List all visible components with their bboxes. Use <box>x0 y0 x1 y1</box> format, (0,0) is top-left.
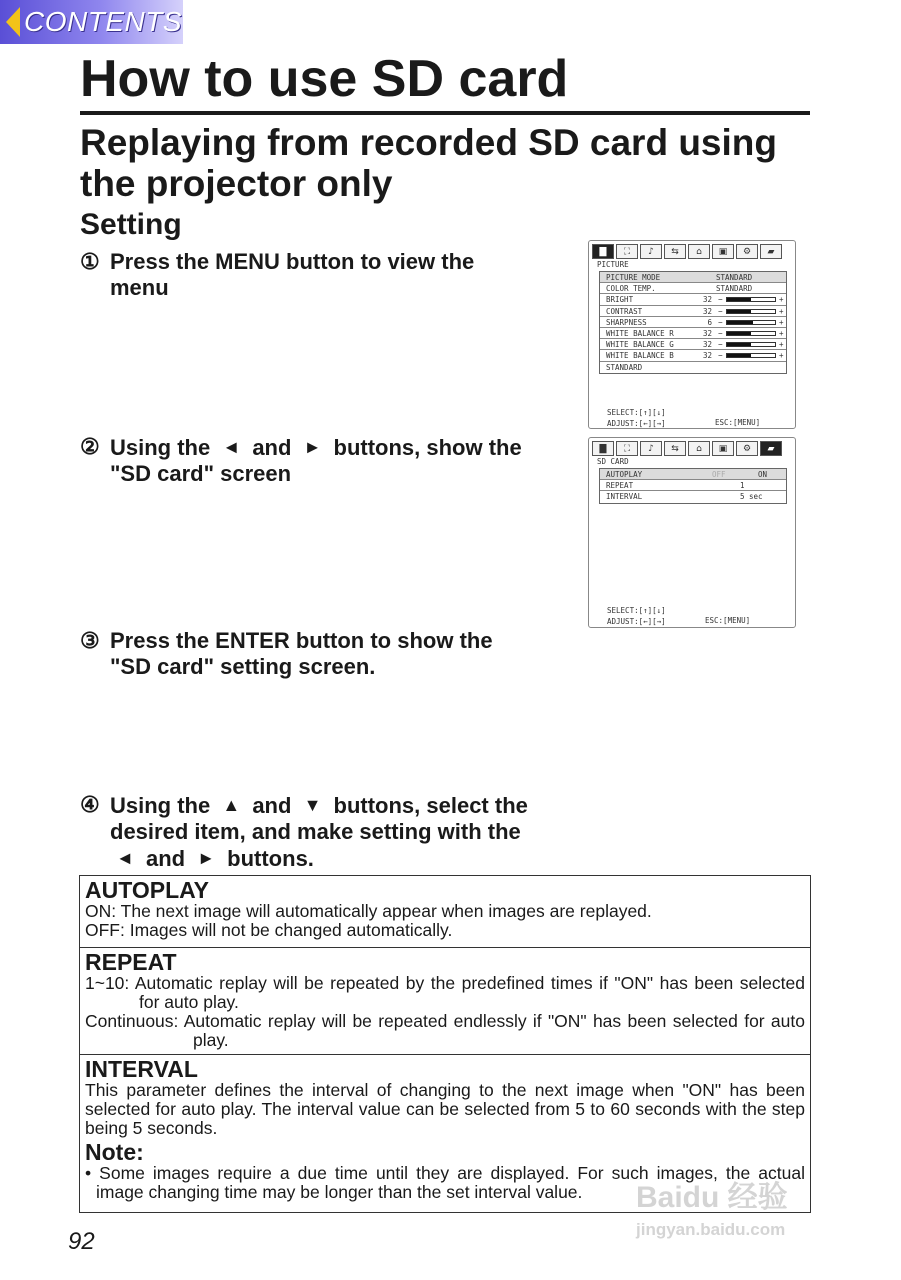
setting-row <box>600 283 786 294</box>
step-text: buttons, select the <box>333 793 528 818</box>
image-tab-icon: ⛶ <box>616 441 638 456</box>
setting-number: 32 <box>702 351 712 361</box>
step-1-line-2: menu <box>110 275 169 300</box>
watermark-line-2: jingyan.baidu.com <box>636 1220 786 1239</box>
step-number: ④ <box>80 792 100 817</box>
setting-number: 32 <box>702 340 712 350</box>
setting-row <box>600 469 786 480</box>
setting-value: STANDARD <box>716 284 753 294</box>
step-text: Using the <box>110 793 211 818</box>
setting-label: CONTRAST <box>606 306 643 316</box>
up-arrow-icon: ▲ <box>222 795 241 815</box>
contents-label: CONTENTS <box>24 6 182 37</box>
watermark <box>636 1172 861 1240</box>
level-bar <box>726 297 776 302</box>
level-fill <box>727 321 753 324</box>
setting-row <box>600 306 786 317</box>
setting-row <box>600 272 786 283</box>
plus-icon: + <box>779 328 784 338</box>
step-text: buttons. <box>227 846 314 871</box>
minus-icon: − <box>718 328 723 338</box>
screen-tab-icon: ▣ <box>712 244 734 259</box>
watermark-line-1: Baidu 经验 <box>636 1181 788 1214</box>
setting-number: 32 <box>702 295 712 305</box>
interval-text: This parameter defines the interval of changing to the next image when "ON" has been selected for auto play. The interval value can be selected from 5 to 60 seconds with the step being 5 seconds. <box>85 1080 805 1138</box>
setting-option-on: ON <box>758 470 768 479</box>
setting-label: SHARPNESS <box>606 317 647 327</box>
plus-icon: + <box>779 317 784 327</box>
right-arrow-icon: ► <box>303 437 322 457</box>
right-arrow-icon: ► <box>197 848 216 868</box>
esc-hint: ESC:[MENU] <box>715 418 761 427</box>
left-arrow-icon: ◄ <box>116 848 134 868</box>
step-text: and <box>252 435 292 460</box>
step-1 <box>80 249 570 301</box>
step-number: ③ <box>80 628 100 653</box>
interval-heading: INTERVAL <box>85 1056 198 1082</box>
setting-number: 6 <box>707 317 712 327</box>
screen-title: PICTURE <box>597 260 629 269</box>
step-1-line-1: Press the MENU button to view the <box>110 249 475 274</box>
subtitle-line-2: the projector only <box>80 163 393 205</box>
step-text: and <box>145 846 186 871</box>
level-bar <box>726 320 776 325</box>
setting-option-off: OFF <box>712 470 726 479</box>
settings-description-box <box>79 875 811 1213</box>
repeat-item-2: Continuous: Automatic replay will be repeated endlessly if "ON" has been selected for auto play. <box>85 1011 805 1050</box>
sd-card-tab-icon: ▰ <box>760 244 782 259</box>
step-3 <box>80 628 570 680</box>
menu-tabs <box>592 244 782 260</box>
minus-icon: − <box>718 295 723 305</box>
level-bar <box>726 331 776 336</box>
picture-tab-icon: ▇ <box>592 244 614 259</box>
step-3-line-1: Press the ENTER button to show the <box>110 628 493 653</box>
setting-label: AUTOPLAY <box>606 470 643 479</box>
plus-icon: + <box>779 340 784 350</box>
sd-card-tab-icon: ▰ <box>760 441 782 456</box>
screen-title: SD CARD <box>597 457 629 466</box>
option-tab-icon: ⚙ <box>736 244 758 259</box>
step-4-line-2: desired item, and make setting with the <box>110 819 521 844</box>
contents-button[interactable] <box>0 0 183 44</box>
step-2-line-2: "SD card" screen <box>110 461 292 486</box>
setting-label: WHITE BALANCE R <box>606 328 674 338</box>
picture-tab-icon: ▇ <box>592 441 614 456</box>
plus-icon: + <box>779 306 784 316</box>
screen-tab-icon: ▣ <box>712 441 734 456</box>
page-title: How to use SD card <box>80 52 810 115</box>
minus-icon: − <box>718 340 723 350</box>
minus-icon: − <box>718 317 723 327</box>
level-fill <box>727 332 751 335</box>
esc-hint: ESC:[MENU] <box>705 616 751 625</box>
setting-value: STANDARD <box>716 273 753 282</box>
level-fill <box>727 343 751 346</box>
autoplay-section <box>80 876 810 940</box>
setting-row <box>600 480 786 491</box>
setting-row <box>600 328 786 339</box>
picture-settings-table <box>599 271 787 374</box>
step-4 <box>80 792 570 872</box>
option-tab-icon: ⚙ <box>736 441 758 456</box>
back-arrow-icon <box>6 7 20 37</box>
level-bar <box>726 342 776 347</box>
autoplay-heading: AUTOPLAY <box>85 877 209 903</box>
sd-settings-table <box>599 468 787 504</box>
down-arrow-icon: ▼ <box>303 795 322 815</box>
menu-tabs <box>592 441 782 457</box>
minus-icon: − <box>718 351 723 361</box>
repeat-heading: REPEAT <box>85 949 177 975</box>
note-heading: Note: <box>85 1139 144 1165</box>
plus-icon: + <box>779 351 784 361</box>
page-number: 92 <box>68 1228 95 1255</box>
setting-label: WHITE BALANCE B <box>606 351 674 361</box>
adjust-hint: ADJUST:[←][→] <box>607 419 666 428</box>
setting-number: 32 <box>702 328 712 338</box>
repeat-item-1: 1~10: Automatic replay will be repeated by the predefined times if "ON" has been selected for auto play. <box>85 973 805 1012</box>
picture-menu-screen <box>588 240 796 429</box>
audio-tab-icon: ♪ <box>640 441 662 456</box>
setting-row <box>600 317 786 328</box>
audio-tab-icon: ♪ <box>640 244 662 259</box>
level-fill <box>727 298 751 301</box>
note-bullet: • Some images require a due time until they are displayed. For such images, the actual image changing time may be longer than the set interval value. <box>85 1163 805 1202</box>
input-tab-icon: ⇆ <box>664 441 686 456</box>
plus-icon: + <box>779 295 784 305</box>
setting-row <box>600 339 786 350</box>
setup-tab-icon: ⌂ <box>688 441 710 456</box>
level-fill <box>727 310 751 313</box>
select-hint: SELECT:[↑][↓] <box>607 408 666 417</box>
setting-row <box>600 491 786 502</box>
subtitle-line-1: Replaying from recorded SD card using <box>80 122 777 163</box>
setting-row <box>600 362 786 373</box>
select-hint: SELECT:[↑][↓] <box>607 606 666 615</box>
step-number: ① <box>80 249 100 274</box>
level-bar <box>726 353 776 358</box>
setting-label: PICTURE MODE <box>606 273 661 282</box>
setting-heading: Setting <box>80 208 182 241</box>
section-subtitle <box>80 122 820 205</box>
minus-icon: − <box>718 306 723 316</box>
step-2 <box>80 434 570 487</box>
adjust-hint: ADJUST:[←][→] <box>607 617 666 626</box>
step-number: ② <box>80 434 100 459</box>
step-text: Using the <box>110 435 211 460</box>
setting-label: INTERVAL <box>606 492 643 502</box>
image-tab-icon: ⛶ <box>616 244 638 259</box>
step-3-line-2: "SD card" setting screen. <box>110 654 376 679</box>
step-text: buttons, show the <box>333 435 522 460</box>
setting-number: 32 <box>702 306 712 316</box>
setting-row <box>600 294 786 305</box>
setup-tab-icon: ⌂ <box>688 244 710 259</box>
setting-value: 1 <box>740 481 745 491</box>
level-bar <box>726 309 776 314</box>
setting-value: 5 sec <box>740 492 763 502</box>
left-arrow-icon: ◄ <box>222 437 241 457</box>
setting-label: WHITE BALANCE G <box>606 340 674 350</box>
level-fill <box>727 354 751 357</box>
autoplay-off-text: OFF: Images will not be changed automatically. <box>85 920 453 940</box>
repeat-section <box>80 947 810 1050</box>
setting-label: COLOR TEMP. <box>606 284 656 294</box>
setting-label: BRIGHT <box>606 295 634 305</box>
autoplay-on-text: ON: The next image will automatically appear when images are replayed. <box>85 901 652 921</box>
setting-label: REPEAT <box>606 481 634 491</box>
sd-card-menu-screen <box>588 437 796 628</box>
setting-row <box>600 350 786 361</box>
step-text: and <box>252 793 292 818</box>
input-tab-icon: ⇆ <box>664 244 686 259</box>
setting-label: STANDARD <box>606 362 643 372</box>
